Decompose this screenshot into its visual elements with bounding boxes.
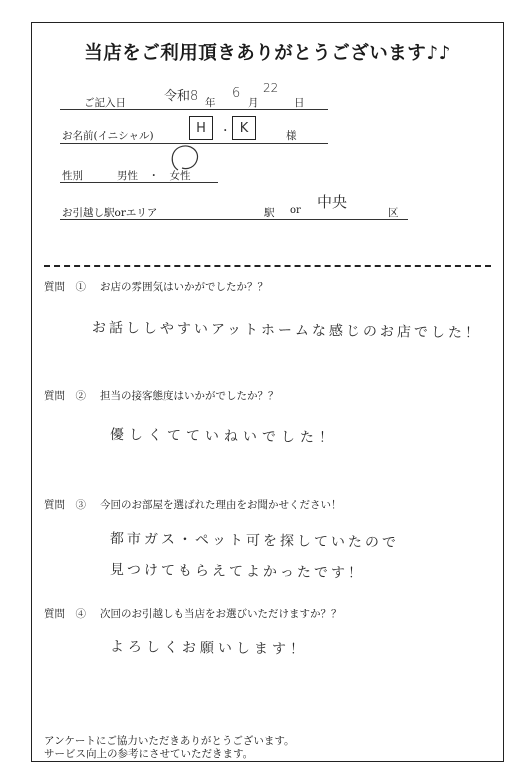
question-3-number: 質問 ③ (44, 499, 86, 511)
gender-underline (60, 182, 218, 183)
ward-unit: 区 (388, 207, 399, 219)
year-unit: 年 (205, 97, 216, 109)
month-value: 6 (232, 86, 241, 101)
name-label: お名前(イニシャル) (62, 130, 154, 142)
question-4 (44, 606, 342, 621)
initial-separator: ・ (220, 125, 231, 137)
answer-3-line-1: 都市ガス・ペット可を探していたので (109, 531, 400, 552)
day-unit: 日 (294, 97, 305, 109)
question-4-text: 次回のお引越しも当店をお選びいただけますか？？ (100, 608, 342, 620)
date-underline (60, 109, 328, 110)
question-1-text: お店の雰囲気はいかがでしたか？？ (100, 281, 268, 293)
gender-label: 性別 (62, 170, 83, 182)
question-2-text: 担当の接客態度はいかがでしたか？？ (100, 390, 279, 402)
question-4-number: 質問 ④ (44, 608, 86, 620)
name-suffix: 様 (286, 130, 297, 142)
footer-line-2: サービス向上の参考にさせていただきます。 (44, 748, 254, 760)
station-underline (60, 219, 408, 220)
station-label: お引越し駅orエリア (62, 207, 158, 219)
era-value: 令和8 (164, 89, 199, 104)
station-unit: 駅 (264, 207, 275, 219)
initial-box-2[interactable]: K (232, 116, 256, 140)
area-value: 中央 (317, 193, 348, 211)
day-value: 22 (263, 81, 279, 95)
answer-2-line-1: 優しくてていねいでした！ (109, 427, 339, 447)
or-text: or (290, 205, 301, 216)
answer-4-line-1: よろしくお願いします！ (109, 639, 309, 658)
month-unit: 月 (248, 97, 259, 109)
gender-options: 男性 ・ 女性 (117, 170, 191, 182)
section-divider (44, 265, 491, 267)
question-1 (44, 279, 268, 294)
date-label: ご記入日 (84, 97, 126, 109)
footer-line-1: アンケートにご協力いただきありがとうございます。 (44, 735, 295, 747)
answer-1-line-1: お話ししやすいアットホームな感じのお店でした！ (91, 320, 483, 342)
question-3-text: 今回のお部屋を選ばれた理由をお聞かせください！ (100, 499, 342, 511)
question-1-number: 質問 ① (44, 281, 86, 293)
gender-selection-circle (168, 143, 202, 173)
answer-3-line-2: 見つけてもらえてよかったです！ (109, 562, 366, 582)
initial-box-1[interactable]: H (189, 116, 213, 140)
question-2 (44, 388, 279, 403)
question-2-number: 質問 ② (44, 390, 86, 402)
form-title: 当店をご利用頂きありがとうございます♪♪ (84, 43, 451, 64)
survey-form (31, 22, 504, 762)
question-3 (44, 497, 342, 512)
